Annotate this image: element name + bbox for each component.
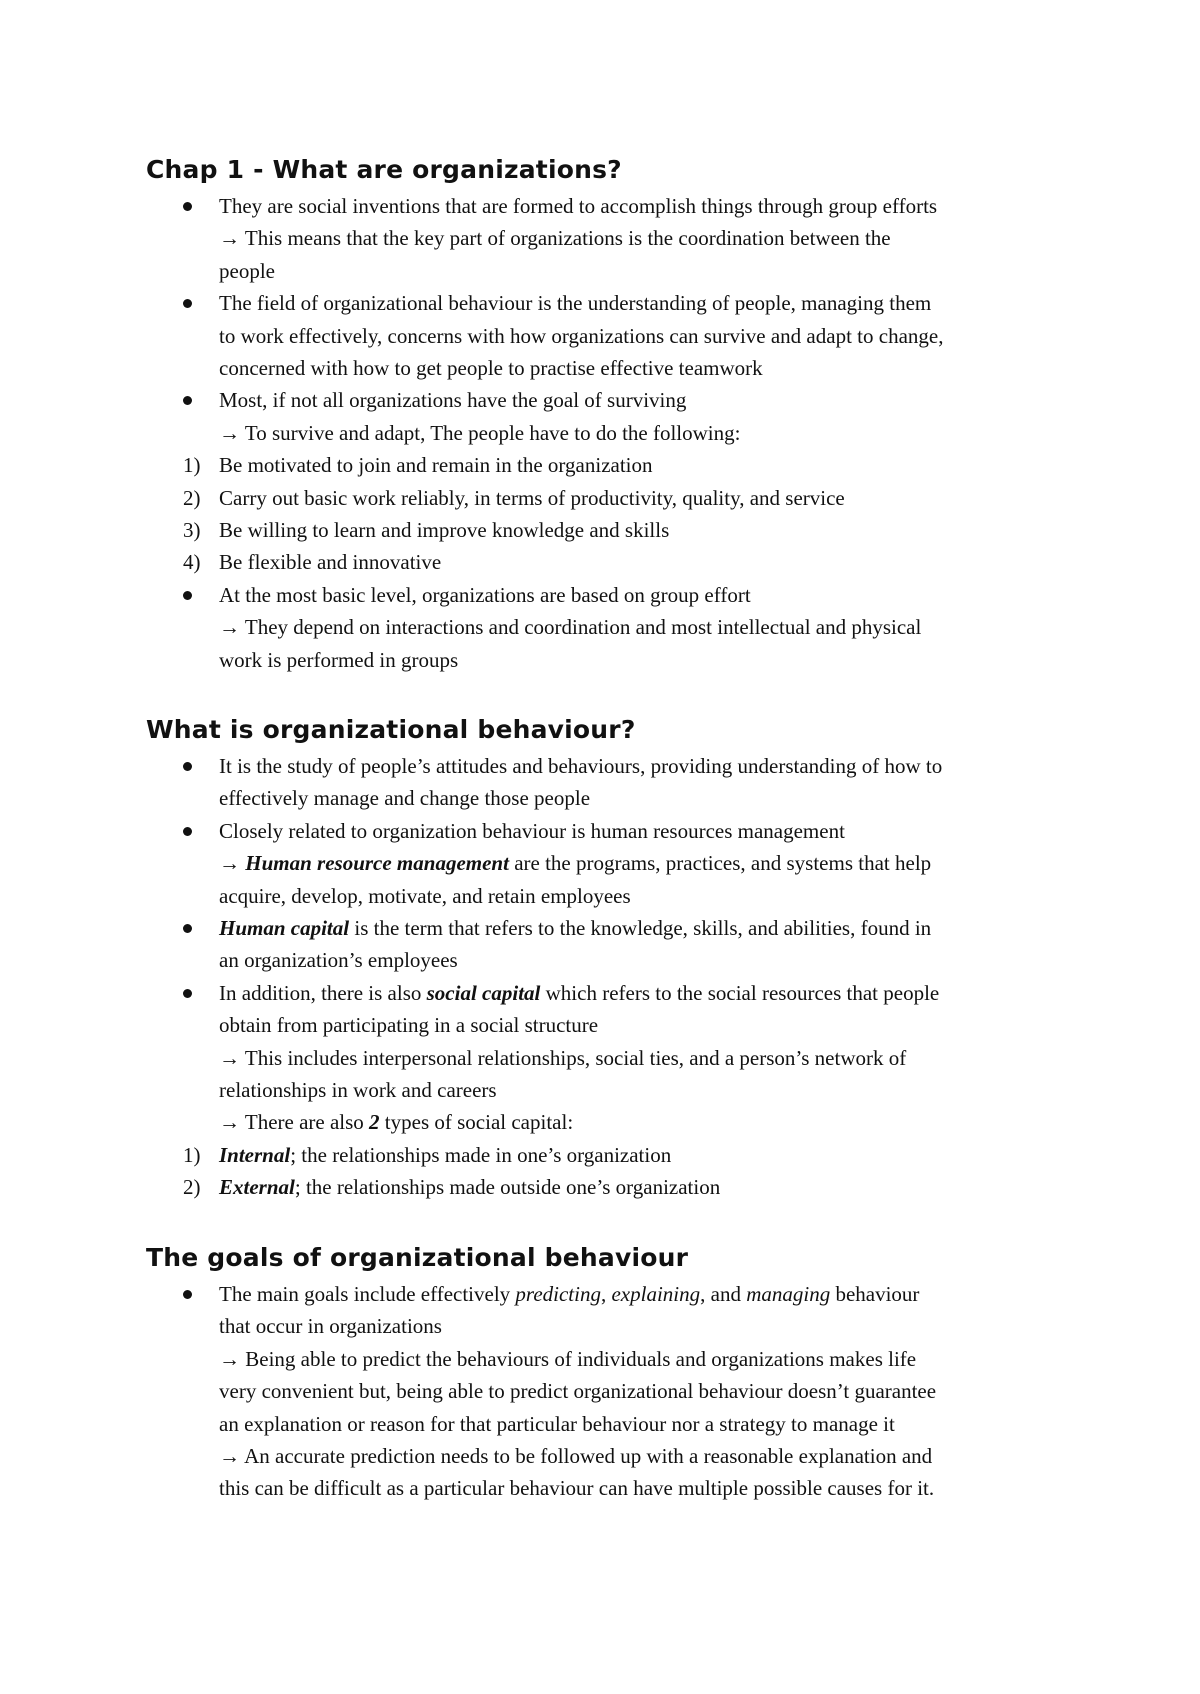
bullet-icon [183, 989, 192, 998]
numbered-item [146, 514, 1086, 546]
numbered-item [146, 1171, 1086, 1203]
text-line: It is the study of people’s attitudes and behaviours, providing understanding of how to [219, 754, 943, 778]
bullet-list [146, 190, 1086, 449]
list-item [146, 815, 1086, 912]
list-item [146, 977, 1086, 1139]
text-line: Closely related to organization behaviour is human resources management [219, 818, 845, 843]
text-run: types of social capital: [379, 1110, 574, 1135]
list-item [146, 912, 1086, 977]
text-run: , and [700, 1282, 747, 1306]
text-line: acquire, develop, motivate, and retain employees [219, 883, 631, 908]
text-line: this can be difficult as a particular behaviour can have multiple possible causes for it. [219, 1476, 935, 1501]
bullet-icon [183, 202, 192, 211]
item-number: 1) [183, 453, 201, 478]
term-human-capital: Human capital [219, 916, 350, 941]
list-item [146, 384, 1086, 449]
item-text: Be willing to learn and improve knowledge and skills [219, 518, 670, 543]
text-line: effectively manage and change those people [219, 786, 591, 811]
bullet-icon [183, 1290, 192, 1299]
item-text: Be flexible and innovative [219, 550, 442, 575]
numbered-item [146, 1139, 1086, 1171]
item-number: 2) [183, 485, 201, 510]
list-item [146, 579, 1086, 676]
text-line: At the most basic level, organizations are based on group effort [219, 582, 751, 607]
text-run: which refers to the social resources that people [540, 980, 940, 1005]
item-number: 2) [183, 1175, 201, 1200]
numbered-list [146, 1139, 1086, 1204]
text-line: Most, if not all organizations have the goal of surviving [219, 388, 687, 413]
section-heading: The goals of organizational behaviour [146, 1243, 689, 1272]
numbered-list [146, 449, 1086, 579]
text-run: is the term that refers to the knowledge, skills, and abilities, found in [349, 916, 932, 941]
list-item [146, 1278, 1086, 1505]
term-social-capital: social capital [426, 980, 541, 1005]
list-item [146, 287, 1086, 384]
text-run: are the programs, practices, and systems that help [508, 851, 932, 876]
term-external: External [219, 1175, 295, 1200]
numbered-item [146, 546, 1086, 578]
text-line: → An accurate prediction needs to be followed up with a reasonable explanation and [219, 1444, 933, 1469]
item-text: Be motivated to join and remain in the organization [219, 453, 653, 478]
term-managing: managing [746, 1282, 831, 1306]
bullet-icon [183, 299, 192, 308]
text-line: that occur in organizations [219, 1314, 442, 1339]
item-number: 3) [183, 518, 201, 543]
text-line: They are social inventions that are formed to accomplish things through group efforts [219, 194, 938, 218]
term-explaining: explaining [611, 1282, 701, 1306]
text-line: people [219, 258, 275, 283]
bullet-icon [183, 924, 192, 933]
numbered-item [146, 482, 1086, 514]
text-line: an explanation or reason for that particular behaviour nor a strategy to manage it [219, 1411, 895, 1436]
item-text: Carry out basic work reliably, in terms of productivity, quality, and service [219, 485, 845, 510]
text-line [219, 847, 1086, 879]
bullet-icon [183, 591, 192, 600]
text-line: obtain from participating in a social structure [219, 1013, 599, 1038]
text-line: to work effectively, concerns with how organizations can survive and adapt to change, [219, 323, 944, 348]
text-line [219, 1278, 1086, 1310]
emphasis-number: 2 [369, 1110, 380, 1135]
section-heading: What is organizational behaviour? [146, 715, 636, 744]
arrow-text: → [219, 851, 246, 876]
text-line [219, 1106, 1086, 1138]
section-goals-of-ob [146, 1238, 1086, 1505]
list-item [146, 190, 1086, 287]
item-text: ; the relationships made outside one’s organization [294, 1175, 721, 1200]
section-heading: Chap 1 - What are organizations? [146, 155, 622, 184]
text-line: concerned with how to get people to practise effective teamwork [219, 356, 763, 381]
text-run: behaviour [830, 1282, 920, 1306]
list-item [146, 750, 1086, 815]
bullet-list [146, 579, 1086, 676]
text-line: an organization’s employees [219, 948, 458, 973]
text-run: The main goals include effectively [219, 1282, 516, 1306]
bullet-list [146, 1278, 1086, 1505]
term-human-resource-management: Human resource management [245, 851, 509, 876]
term-internal: Internal [219, 1142, 291, 1167]
text-line: → To survive and adapt, The people have to do the following: [219, 420, 741, 445]
bullet-list [146, 750, 1086, 1139]
text-run: In addition, there is also [219, 980, 427, 1005]
section-what-are-organizations [146, 150, 1086, 676]
item-number: 1) [183, 1142, 201, 1167]
item-number: 4) [183, 550, 201, 575]
section-what-is-ob [146, 710, 1086, 1204]
text-line: very convenient but, being able to predict organizational behaviour doesn’t guarantee [219, 1379, 937, 1404]
text-run: , [600, 1282, 612, 1306]
numbered-item [146, 449, 1086, 481]
item-text: ; the relationships made in one’s organization [290, 1142, 672, 1167]
text-line [219, 977, 1086, 1009]
bullet-icon [183, 396, 192, 405]
bullet-icon [183, 762, 192, 771]
text-line: The field of organizational behaviour is the understanding of people, managing them [219, 291, 932, 316]
text-line: relationships in work and careers [219, 1078, 497, 1103]
text-line: → This means that the key part of organizations is the coordination between the [219, 226, 891, 251]
text-line: → This includes interpersonal relationships, social ties, and a person’s network of [219, 1045, 907, 1070]
text-line: work is performed in groups [219, 647, 459, 672]
text-line: → They depend on interactions and coordination and most intellectual and physical [219, 615, 922, 640]
term-predicting: predicting [515, 1282, 601, 1306]
text-line: → Being able to predict the behaviours of individuals and organizations makes life [219, 1346, 917, 1371]
text-run: → There are also [219, 1110, 370, 1135]
text-line [219, 912, 1086, 944]
bullet-icon [183, 827, 192, 836]
